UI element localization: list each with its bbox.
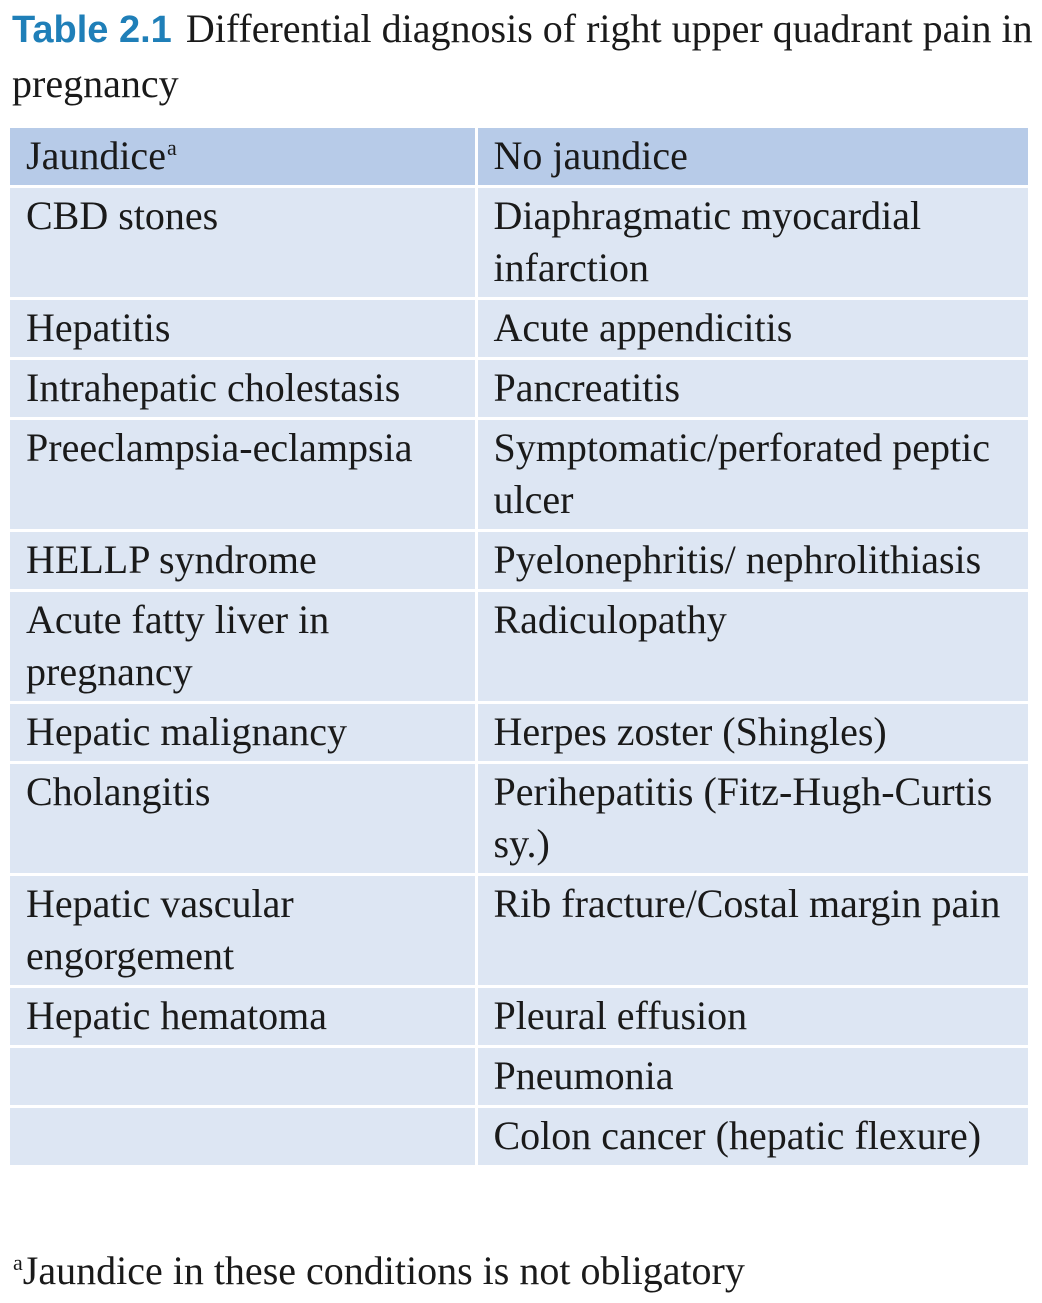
jaundice-cell: Hepatic vascular engorgement: [10, 875, 476, 987]
no-jaundice-cell: Herpes zoster (Shingles): [476, 703, 1028, 763]
no-jaundice-cell: Pancreatitis: [476, 359, 1028, 419]
no-jaundice-cell: Pneumonia: [476, 1047, 1028, 1107]
differential-diagnosis-table: [10, 125, 1028, 1168]
table-row: [10, 1107, 1028, 1167]
jaundice-cell: Preeclampsia-eclampsia: [10, 419, 476, 531]
no-jaundice-cell: Pyelonephritis/ nephrolithiasis: [476, 531, 1028, 591]
footnote-mark: a: [13, 1250, 23, 1275]
table-header-row: [10, 127, 1028, 187]
jaundice-cell: Acute fatty liver in pregnancy: [10, 591, 476, 703]
table-footnote: [12, 1245, 745, 1297]
table-row: [10, 703, 1028, 763]
no-jaundice-cell: Perihepatitis (Fitz-Hugh-Curtis sy.): [476, 763, 1028, 875]
jaundice-cell: Cholangitis: [10, 763, 476, 875]
table-number-label: Table 2.1: [12, 9, 172, 51]
jaundice-cell: Intrahepatic cholestasis: [10, 359, 476, 419]
footnote-text: Jaundice in these conditions is not obligatory: [22, 1248, 745, 1293]
no-jaundice-cell: Pleural effusion: [476, 987, 1028, 1047]
table-row: [10, 987, 1028, 1047]
table-row: [10, 359, 1028, 419]
jaundice-cell: [10, 1107, 476, 1167]
jaundice-cell: [10, 1047, 476, 1107]
jaundice-cell: Hepatitis: [10, 299, 476, 359]
no-jaundice-cell: Radiculopathy: [476, 591, 1028, 703]
table-row: [10, 763, 1028, 875]
column-header-jaundice: Jaundice$^a$: [10, 127, 476, 187]
table-row: [10, 531, 1028, 591]
column-header-no-jaundice: No jaundice: [476, 127, 1028, 187]
jaundice-cell: Hepatic hematoma: [10, 987, 476, 1047]
footnote-mark: a: [166, 135, 177, 160]
table-row: [10, 1047, 1028, 1107]
table-row: [10, 187, 1028, 299]
no-jaundice-cell: Rib fracture/Costal margin pain: [476, 875, 1028, 987]
no-jaundice-cell: Colon cancer (hepatic flexure): [476, 1107, 1028, 1167]
jaundice-cell: CBD stones: [10, 187, 476, 299]
no-jaundice-cell: Acute appendicitis: [476, 299, 1028, 359]
no-jaundice-cell: Diaphragmatic myocardial infarction: [476, 187, 1028, 299]
table-row: [10, 419, 1028, 531]
table-row: [10, 299, 1028, 359]
table-title: Differential diagnosis of right upper quadrant pain in pregnancy: [12, 6, 1033, 106]
table-row: [10, 875, 1028, 987]
no-jaundice-cell: Symptomatic/perforated peptic ulcer: [476, 419, 1028, 531]
jaundice-cell: Hepatic malignancy: [10, 703, 476, 763]
table-caption: [12, 2, 1037, 110]
jaundice-cell: HELLP syndrome: [10, 531, 476, 591]
table-row: [10, 591, 1028, 703]
